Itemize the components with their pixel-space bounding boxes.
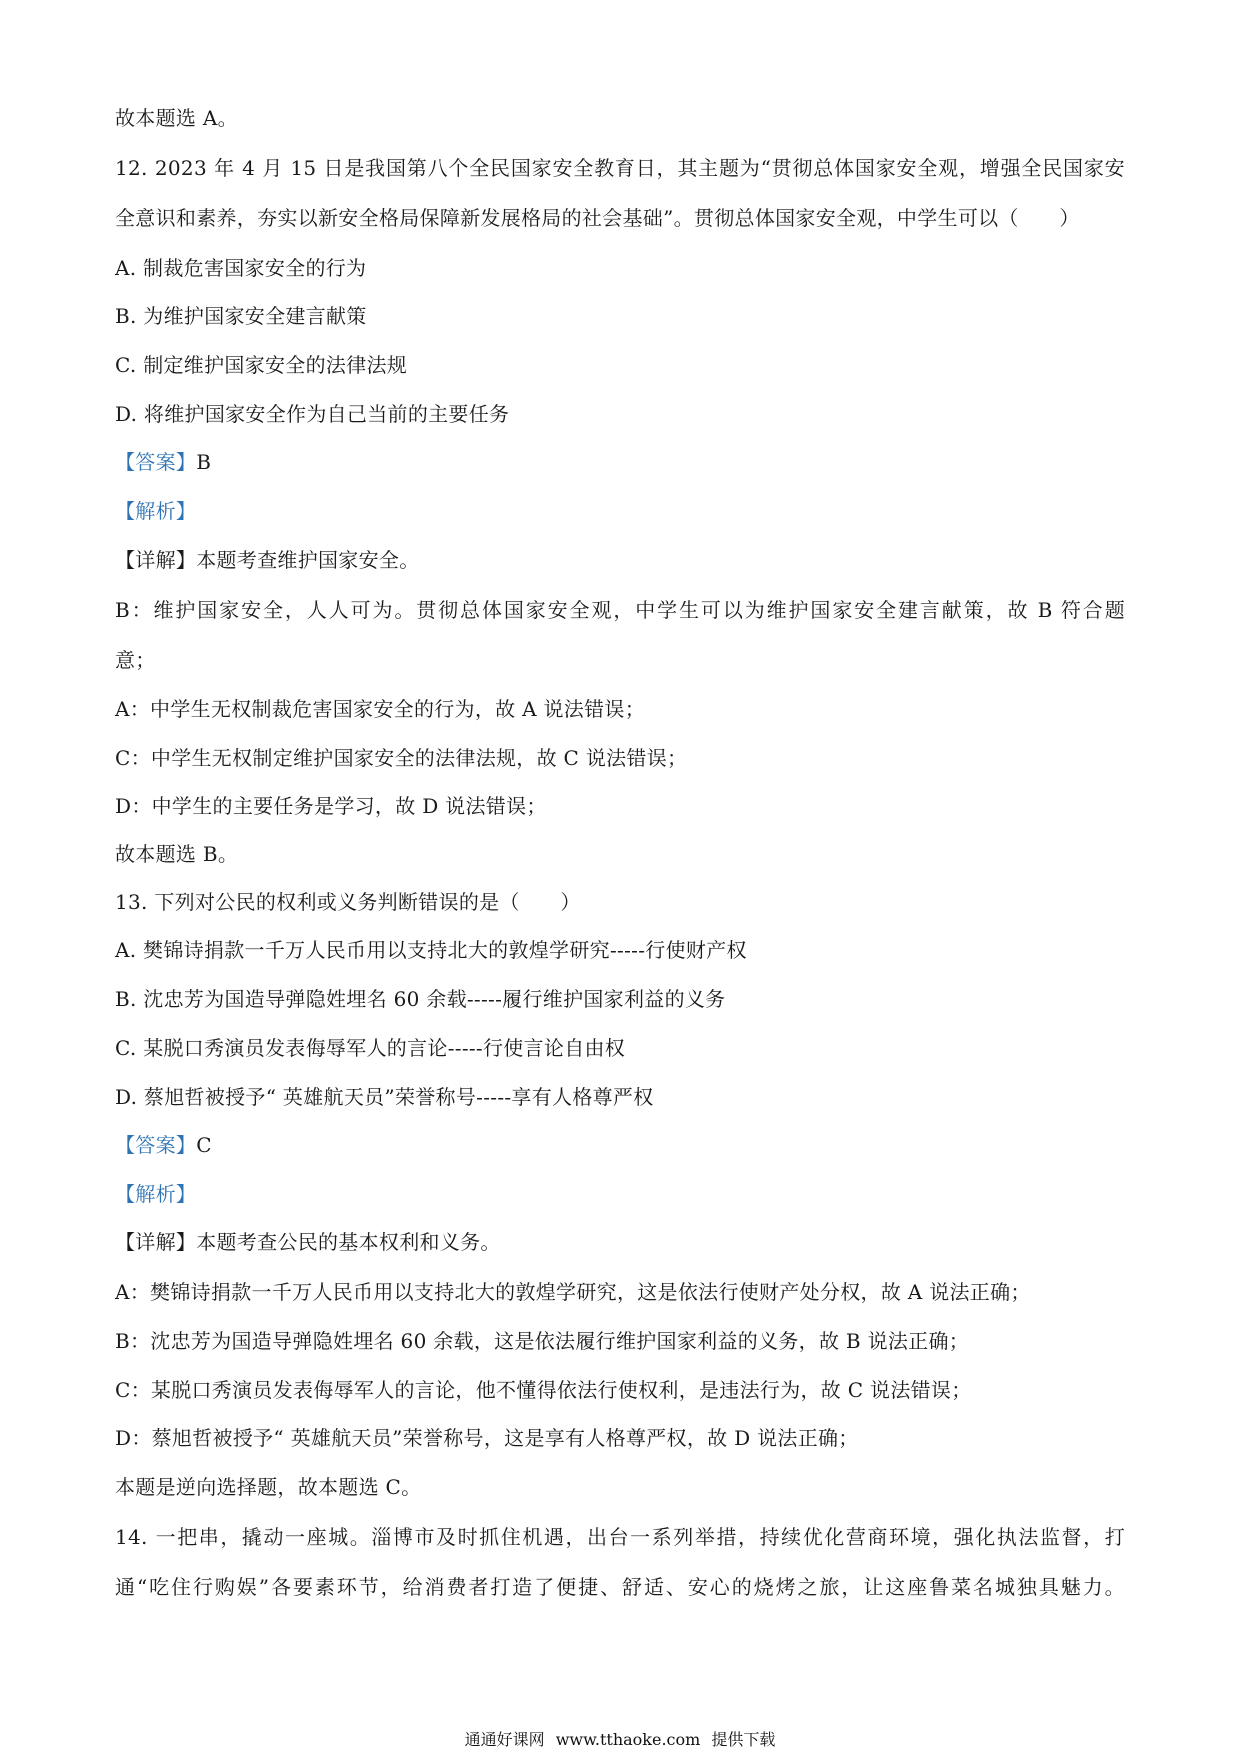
q12-explain-a: A：中学生无权制裁危害国家安全的行为，故 A 说法错误； <box>115 697 646 721</box>
q13-answer <box>115 1131 1125 1159</box>
q12-option-d: D. 将维护国家安全作为自己当前的主要任务 <box>115 402 510 426</box>
q12-stem-line-1: 12. 2023 年 4 月 15 日是我国第八个全民国家安全教育日，其主题为“贯彻总体国家安全观，增强全民国家安 <box>115 156 1125 180</box>
q12-conclusion: 故本题选 B。 <box>115 842 239 866</box>
q13-detail: 【详解】本题考查公民的基本权利和义务。 <box>115 1230 501 1254</box>
q12-analysis-tag: 【解析】 <box>115 499 197 523</box>
q13-option-a: A. 樊锦诗捐款一千万人民币用以支持北大的敦煌学研究-----行使财产权 <box>115 938 747 962</box>
q12-explain-b-line-1: B：维护国家安全，人人可为。贯彻总体国家安全观，中学生可以为维护国家安全建言献策，故 B 符合题 <box>115 598 1125 622</box>
q12-option-c: C. 制定维护国家安全的法律法规 <box>115 353 408 377</box>
q14-stem-line-2: 通“吃住行购娱”各要素环节，给消费者打造了便捷、舒适、安心的烧烤之旅，让这座鲁菜名城独具魅力。 <box>115 1575 1125 1599</box>
q12-explain-d: D：中学生的主要任务是学习，故 D 说法错误； <box>115 794 547 818</box>
q13-stem: 13. 下列对公民的权利或义务判断错误的是（ ） <box>115 890 581 914</box>
answer-tag: 【答案】 <box>115 450 197 474</box>
q13-analysis-tag: 【解析】 <box>115 1182 197 1206</box>
answer-value: C <box>196 1133 212 1157</box>
q12-detail: 【详解】本题考查维护国家安全。 <box>115 548 420 572</box>
q12-explain-b-line-2: 意； <box>115 648 156 672</box>
q13-conclusion: 本题是逆向选择题，故本题选 C。 <box>115 1475 422 1499</box>
q14-stem-line-1: 14. 一把串，撬动一座城。淄博市及时抓住机遇，出台一系列举措，持续优化营商环境，强化执法监督，打 <box>115 1525 1125 1549</box>
q13-explain-d: D：蔡旭哲被授予“ 英雄航天员”荣誉称号，这是享有人格尊严权，故 D 说法正确； <box>115 1426 859 1450</box>
footer-site-name: 通通好课网 <box>464 1730 545 1749</box>
footer-suffix: 提供下载 <box>711 1730 776 1749</box>
answer-tag: 【答案】 <box>115 1133 197 1157</box>
q13-explain-b: B：沈忠芳为国造导弹隐姓埋名 60 余载，这是依法履行维护国家利益的义务，故 B 说法正确； <box>115 1329 970 1353</box>
q12-explain-c: C：中学生无权制定维护国家安全的法律法规，故 C 说法错误； <box>115 746 688 770</box>
q13-option-d: D. 蔡旭哲被授予“ 英雄航天员”荣誉称号-----享有人格尊严权 <box>115 1085 654 1109</box>
page-footer <box>0 1730 1240 1750</box>
q12-option-a: A. 制裁危害国家安全的行为 <box>115 256 367 280</box>
answer-value: B <box>196 450 212 474</box>
footer-url[interactable]: www.tthaoke.com <box>555 1730 701 1749</box>
q11-conclusion: 故本题选 A。 <box>115 106 238 130</box>
q12-stem-line-2: 全意识和素养，夯实以新安全格局保障新发展格局的社会基础”。贯彻总体国家安全观，中学生可以（ ） <box>115 206 1080 230</box>
q12-option-b: B. 为维护国家安全建言献策 <box>115 304 367 328</box>
q13-explain-c: C：某脱口秀演员发表侮辱军人的言论，他不懂得依法行使权利，是违法行为，故 C 说法错误； <box>115 1378 972 1402</box>
q13-option-c: C. 某脱口秀演员发表侮辱军人的言论-----行使言论自由权 <box>115 1036 626 1060</box>
q13-explain-a: A：樊锦诗捐款一千万人民币用以支持北大的敦煌学研究，这是依法行使财产处分权，故 A 说法正确； <box>115 1280 1031 1304</box>
q12-answer <box>115 448 1125 476</box>
q13-option-b: B. 沈忠芳为国造导弹隐姓埋名 60 余载-----履行维护国家利益的义务 <box>115 987 726 1011</box>
